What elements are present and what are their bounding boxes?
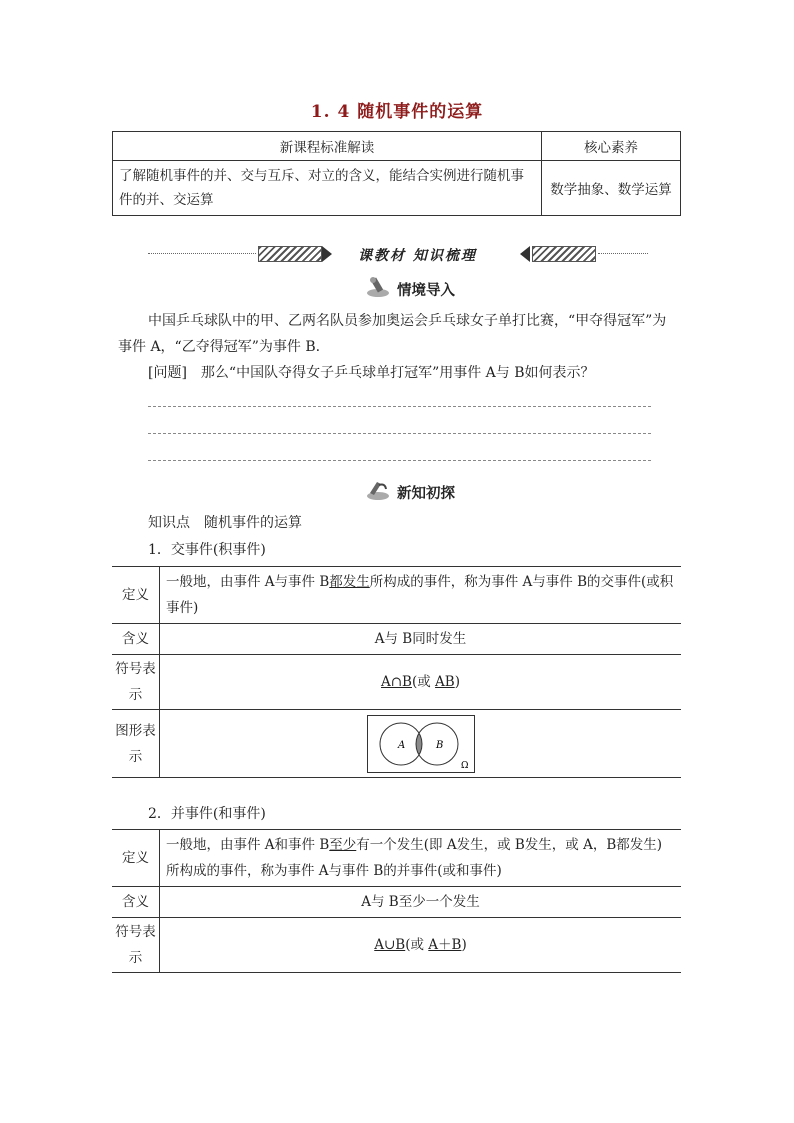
union-meaning-text: A与 B至少一个发生 xyxy=(160,887,682,918)
venn-label-b: B xyxy=(435,739,443,751)
standards-header: 新课程标准解读 xyxy=(113,132,542,161)
intersection-def-key: 都发生 xyxy=(329,574,370,590)
banner-hatch-right xyxy=(532,246,596,262)
venn-label-omega: Ω xyxy=(460,760,468,771)
union-symbol-main: A∪B xyxy=(374,937,406,953)
union-symbol-text xyxy=(160,918,682,973)
union-def-key: 至少 xyxy=(329,837,357,853)
union-symbol-label xyxy=(112,918,160,973)
literacy-header: 核心素养 xyxy=(542,132,681,161)
intersection-symbol-main: A∩B xyxy=(381,674,412,690)
intersection-symbol-close: ) xyxy=(454,674,460,690)
standards-table xyxy=(112,131,681,216)
banner-arrow-left-icon xyxy=(322,246,332,262)
intersection-def-label: 定义 xyxy=(112,567,160,624)
intersection-symbol-alt: AB xyxy=(435,674,455,690)
answer-line-1 xyxy=(148,406,651,407)
new-knowledge-heading xyxy=(365,479,455,505)
intersection-symbol-label-text: 符号表示 xyxy=(115,661,156,703)
answer-line-2 xyxy=(148,433,651,434)
union-def-part1: 一般地，由事件 A和事件 B xyxy=(166,837,330,853)
situation-text-line2: 事件 A，“乙夺得冠军”为事件 B. xyxy=(118,339,321,355)
literacy-text: 数学抽象、数学运算 xyxy=(542,161,681,216)
page-title: 1. 4 随机事件的运算 xyxy=(310,102,484,122)
intersection-def-text xyxy=(160,567,682,624)
standards-text: 了解随机事件的并、交与互斥、对立的含义，能结合实例进行随机事件的并、交运算 xyxy=(113,161,542,216)
venn-label-a: A xyxy=(397,739,405,751)
subsection-intersection: 1．交事件(积事件) xyxy=(148,542,266,558)
union-symbol-close: ) xyxy=(461,937,467,953)
book-icon xyxy=(365,479,391,505)
subsection-union: 2．并事件(和事件) xyxy=(148,806,266,822)
knowledge-point: 知识点 随机事件的运算 xyxy=(148,515,302,531)
pen-icon xyxy=(365,276,391,302)
question-paragraph xyxy=(148,360,708,386)
union-def-label: 定义 xyxy=(112,830,160,887)
venn-diagram xyxy=(367,715,475,773)
intersection-def-part1: 一般地，由事件 A与事件 B xyxy=(166,574,330,590)
intersection-graph-label xyxy=(112,710,160,778)
intersection-symbol-label xyxy=(112,655,160,710)
situation-heading-text: 情境导入 xyxy=(397,281,455,299)
question-text: [问题] 那么“中国队夺得女子乒乓球单打冠军”用事件 A与 B如何表示？ xyxy=(148,365,595,381)
intersection-meaning-text: A与 B同时发生 xyxy=(160,624,682,655)
intersection-graph-cell xyxy=(160,710,682,778)
answer-line-3 xyxy=(148,460,651,461)
situation-paragraph xyxy=(118,308,678,334)
intersection-def-part2: 所构成的事件，称为事件 A与事件 B的交事件(或积事件) xyxy=(166,574,674,616)
union-symbol-alt: A＋B xyxy=(428,937,462,953)
banner-arrow-right-icon xyxy=(520,246,530,262)
situation-paragraph-cont xyxy=(118,334,678,360)
situation-text-line1: 中国乒乓球队中的甲、乙两名队员参加奥运会乒乓球女子单打比赛，“甲夺得冠军”为 xyxy=(148,313,667,329)
intersection-symbol-text xyxy=(160,655,682,710)
banner-text: 课教材 知识梳理 xyxy=(358,248,477,264)
section-banner xyxy=(148,240,648,268)
union-table xyxy=(112,829,681,973)
banner-hatch-left xyxy=(258,246,322,262)
intersection-symbol-open: (或 xyxy=(411,674,436,690)
union-symbol-label-text: 符号表示 xyxy=(115,924,156,966)
union-def-text xyxy=(160,830,682,887)
union-symbol-open: (或 xyxy=(405,937,429,953)
banner-dotline-left xyxy=(148,253,256,254)
new-knowledge-heading-text: 新知初探 xyxy=(397,484,455,502)
intersection-table xyxy=(112,566,681,778)
union-meaning-label: 含义 xyxy=(112,887,160,918)
intersection-graph-label-text: 图形表示 xyxy=(115,722,156,765)
banner-dotline-right xyxy=(598,253,648,254)
intersection-meaning-label: 含义 xyxy=(112,624,160,655)
union-def-part2: 有一个发生(即 A发生，或 B发生，或 A，B都发生)所构成的事件，称为事件 A与事件 B的并事件(或和事件) xyxy=(166,837,663,879)
situation-heading xyxy=(365,276,455,302)
